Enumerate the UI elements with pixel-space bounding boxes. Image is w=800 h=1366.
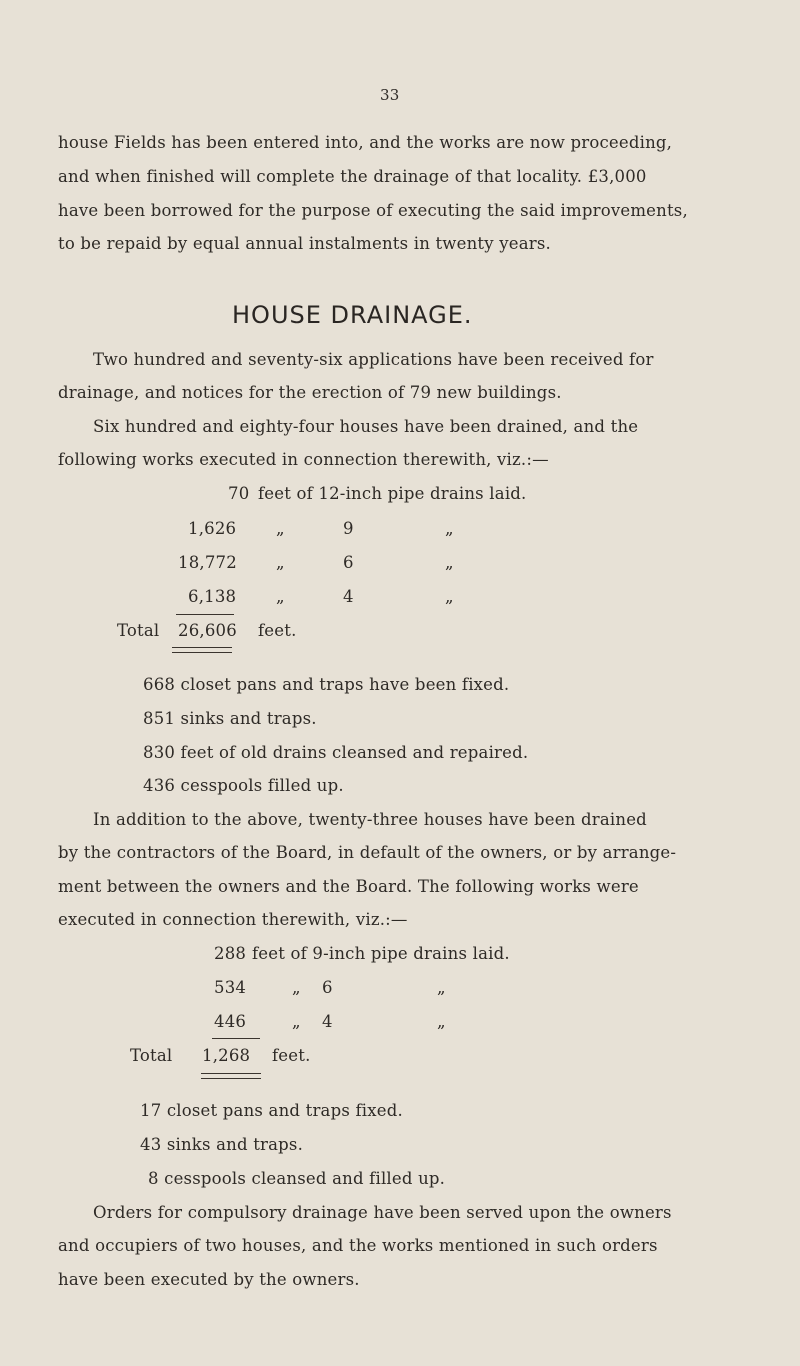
- ditto-mark: „: [437, 1012, 446, 1031]
- intro-line: to be repaid by equal annual instalments in twenty years.: [58, 234, 551, 253]
- ditto-mark: „: [276, 553, 285, 572]
- double-rule: [201, 1073, 261, 1074]
- paragraph-line: have been executed by the owners.: [58, 1270, 360, 1289]
- section-heading: HOUSE DRAINAGE.: [232, 301, 473, 329]
- list-item: 17 closet pans and traps fixed.: [140, 1101, 403, 1120]
- table-size: 6: [322, 978, 333, 997]
- intro-line: have been borrowed for the purpose of executing the said improvements,: [58, 201, 688, 220]
- intro-line: house Fields has been entered into, and the works are now proceeding,: [58, 133, 673, 152]
- list-item: 851 sinks and traps.: [143, 709, 317, 728]
- table-size: 6: [343, 553, 354, 572]
- table-qty: 288: [214, 944, 247, 963]
- sum-rule: [212, 1038, 260, 1039]
- table-qty: 446: [214, 1012, 247, 1031]
- paragraph-line: executed in connection therewith, viz.:—: [58, 910, 408, 929]
- ditto-mark: „: [276, 519, 285, 538]
- double-rule: [172, 647, 232, 648]
- paragraph-line: Orders for compulsory drainage have been served upon the owners: [93, 1203, 672, 1222]
- table-qty: 1,626: [188, 519, 237, 538]
- paragraph-line: Two hundred and seventy-six applications have been received for: [93, 350, 654, 369]
- paragraph-line: In addition to the above, twenty-three houses have been drained: [93, 810, 647, 829]
- ditto-mark: „: [292, 1012, 301, 1031]
- total-unit: feet.: [258, 621, 297, 640]
- table-qty: 6,138: [188, 587, 237, 606]
- total-value: 1,268: [202, 1046, 251, 1065]
- page-number: 33: [380, 86, 400, 104]
- total-label: Total: [117, 621, 160, 640]
- total-label: Total: [130, 1046, 173, 1065]
- ditto-mark: „: [445, 519, 454, 538]
- table-qty: 534: [214, 978, 247, 997]
- intro-line: and when finished will complete the drainage of that locality. £3,000: [58, 167, 647, 186]
- table-size: 9: [343, 519, 354, 538]
- paragraph-line: drainage, and notices for the erection of 79 new buildings.: [58, 383, 562, 402]
- list-item: 668 closet pans and traps have been fixed.: [143, 675, 510, 694]
- ditto-mark: „: [292, 978, 301, 997]
- paragraph-line: Six hundred and eighty-four houses have been drained, and the: [93, 417, 639, 436]
- table-size: 4: [343, 587, 354, 606]
- paragraph-line: ment between the owners and the Board. The following works were: [58, 877, 639, 896]
- paragraph-line: and occupiers of two houses, and the works mentioned in such orders: [58, 1236, 658, 1255]
- list-item: 830 feet of old drains cleansed and repaired.: [143, 743, 529, 762]
- paragraph-line: by the contractors of the Board, in default of the owners, or by arrange-: [58, 843, 677, 862]
- ditto-mark: „: [437, 978, 446, 997]
- total-unit: feet.: [272, 1046, 311, 1065]
- total-value: 26,606: [178, 621, 237, 640]
- list-item: 436 cesspools filled up.: [143, 776, 344, 795]
- double-rule: [201, 1078, 261, 1079]
- ditto-mark: „: [445, 587, 454, 606]
- table-size: 4: [322, 1012, 333, 1031]
- sum-rule: [176, 614, 234, 615]
- table-desc: feet of 9-inch pipe drains laid.: [252, 944, 510, 963]
- paragraph-line: following works executed in connection therewith, viz.:—: [58, 450, 549, 469]
- list-item: 43 sinks and traps.: [140, 1135, 304, 1154]
- list-item: 8 cesspools cleansed and filled up.: [148, 1169, 446, 1188]
- ditto-mark: „: [276, 587, 285, 606]
- double-rule: [172, 652, 232, 653]
- ditto-mark: „: [445, 553, 454, 572]
- table-qty: 70: [228, 484, 250, 503]
- table-desc: feet of 12-inch pipe drains laid.: [258, 484, 527, 503]
- table-qty: 18,772: [178, 553, 237, 572]
